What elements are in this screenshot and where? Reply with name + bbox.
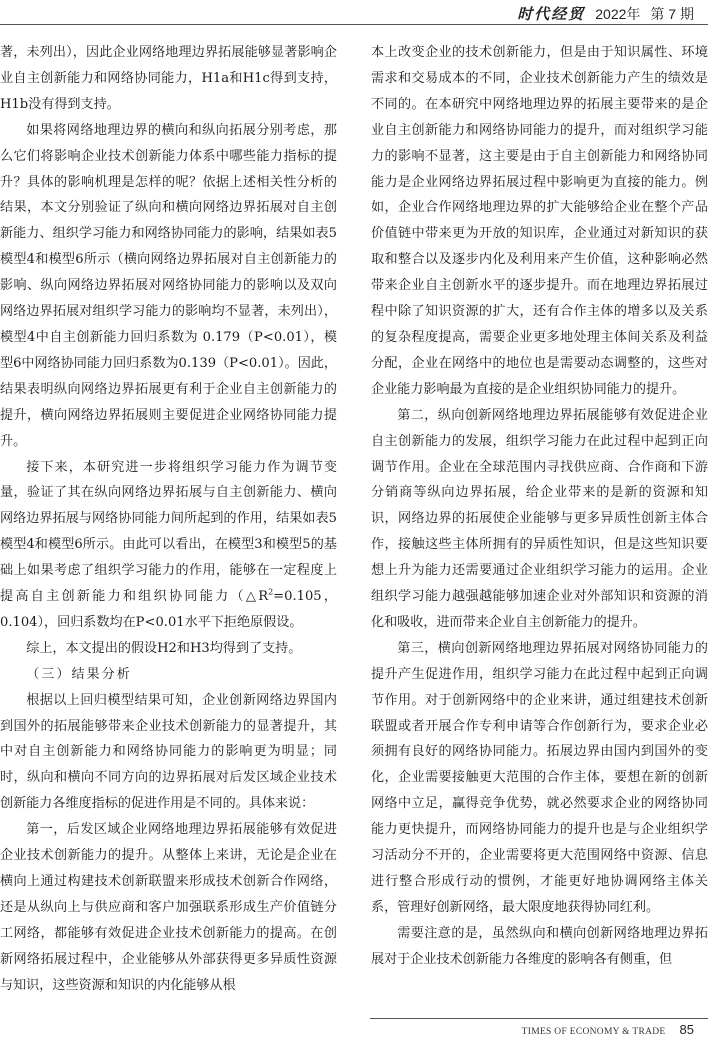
footer-info: [522, 1022, 694, 1037]
paragraph: 综上，本文提出的假设H2和H3均得到了支持。: [26, 640, 302, 656]
paragraph: 著，未列出），因此企业网络地理边界拓展能够显著影响企业自主创新能力和网络协同能力，H1a和H1c得到支持，H1b没有得到支持。: [0, 45, 337, 112]
header-info: [517, 3, 694, 24]
left-column: [0, 40, 337, 999]
footer-rule: [370, 1018, 708, 1019]
page-number: 85: [679, 1022, 694, 1037]
header-year: 2022年: [595, 6, 641, 22]
header-rule: [0, 24, 708, 25]
magazine-logo: 时代经贸: [517, 5, 586, 23]
paragraph: 需要注意的是，虽然纵向和横向创新网络地理边界拓展对于企业技术创新能力各维度的影响各有侧重，但: [371, 925, 708, 967]
section-heading: （三）结果分析: [26, 666, 132, 682]
paragraph: 第三，横向创新网络地理边界拓展对网络协同能力的提升产生促进作用，组织学习能力在此过程中起到正向调节作用。对于创新网络中的企业来讲，通过组建技术创新联盟或者开展合作专利申请等合作创新行为，要求企业必须拥有良好的网络协同能力。拓展边界由国内到国外的变化，企业需要接触更大范围的合作主体，要想在新的创新网络中立足，赢得竞争优势，就必然要求企业的网络协同能力更快提升，而网络协同能力的提升也是与企业组织学习活动分不开的，企业需要将更大范围网络中资源、信息进行整合形成行动的惯例，才能更好地协调网络主体关系，管理好创新网络，最大限度地获得协同红利。: [371, 640, 708, 915]
superscript: 2: [268, 587, 274, 597]
paragraph: 第二，纵向创新网络地理边界拓展能够有效促进企业自主创新能力的发展，组织学习能力在此过程中起到正向调节作用。企业在全球范围内寻找供应商、合作商和下游分销商等纵向边界拓展，给企业带来的是新的资源和知识，网络边界的拓展使企业能够与更多异质性创新主体合作，接触这些主体所拥有的异质性知识，但是这些知识要想上升为能力还需要通过企业组织学习能力的运用。企业组织学习能力越强越能够加速企业对外部知识和资源的消化和吸收，进而带来企业自主创新能力的提升。: [371, 407, 708, 630]
journal-name: TIMES OF ECONOMY & TRADE: [521, 1027, 666, 1037]
paragraph-text: =0.105，0.104），回归系数均在P<0.01水平下拒绝原假设。: [0, 589, 337, 630]
paragraph-text: 接下来，本研究进一步将组织学习能力作为调节变量，验证了其在纵向网络边界拓展与自主创新能力、横向网络边界拓展与网络协同能力间所起到的作用，结果如表5模型4和模型6所示。由此可以看出，在模型3和模型5的基础上如果考虑了组织学习能力的作用，能够在一定程度上提高自主创新能力和组织协同能力（△R: [0, 459, 337, 605]
page-header: [0, 0, 708, 26]
paragraph: 第一，后发区域企业网络地理边界拓展能够有效促进企业技术创新能力的提升。从整体上来讲，无论是企业在横向上通过构建技术创新联盟来形成技术创新合作网络，还是从纵向上与供应商和客户加强联系形成生产价值链分工网络，都能够有效促进企业技术创新能力的提高。在创新网络拓展过程中，企业能够从外部获得更多异质性资源与知识，这些资源和知识的内化能够从根: [0, 822, 337, 993]
header-issue: 第 7 期: [650, 6, 694, 22]
right-column: [371, 40, 708, 973]
paragraph: 本上改变企业的技术创新能力，但是由于知识属性、环境需求和交易成本的不同，企业技术创新能力产生的绩效是不同的。在本研究中网络地理边界的拓展主要带来的是企业自主创新能力和网络协同能力的提升，而对组织学习能力的影响不显著，这主要是由于自主创新能力和网络协同能力是企业网络边界拓展过程中影响更为直接的能力。例如，企业合作网络地理边界的扩大能够给企业在整个产品价值链中带来更为开放的知识库，企业通过对新知识的获取和整合以及逐步内化及利用来产生价值，这种影响必然带来企业自主创新水平的逐步提升。而在地理边界拓展过程中除了知识资源的扩大，还有合作主体的增多以及关系的复杂程度提高，需要企业更多地处理主体间关系及利益分配，企业在网络中的地位也是需要动态调整的，这些对企业能力影响最为直接的是企业组织协同能力的提升。: [371, 45, 708, 397]
paragraph: 根据以上回归模型结果可知，企业创新网络边界国内到国外的拓展能够带来企业技术创新能力的显著提升，其中对自主创新能力和网络协同能力的影响更为明显；同时，纵向和横向不同方向的边界拓展对后发区域企业技术创新能力各维度指标的促进作用是不同的。具体来说：: [0, 692, 337, 812]
paragraph: 如果将网络地理边界的横向和纵向拓展分别考虑，那么它们将影响企业技术创新能力体系中哪些能力指标的提升？具体的影响机理是怎样的呢？依据上述相关性分析的结果，本文分别验证了纵向和横向网络边界拓展对自主创新能力、组织学习能力和网络协同能力的影响，结果如表5模型4和模型6所示（横向网络边界拓展对自主创新能力的影响、纵向网络边界拓展对网络协同能力的影响以及双向网络边界拓展对组织学习能力的影响均不显著，未列出），模型4中自主创新能力回归系数为 0.179（P<0.01），模型6中网络协同能力回归系数为0.139（P<0.01）。因此，结果表明纵向网络边界拓展更有利于企业自主创新能力的提升，横向网络边界拓展则主要促进企业网络协同能力提升。: [0, 122, 337, 449]
paragraph: [0, 455, 337, 636]
